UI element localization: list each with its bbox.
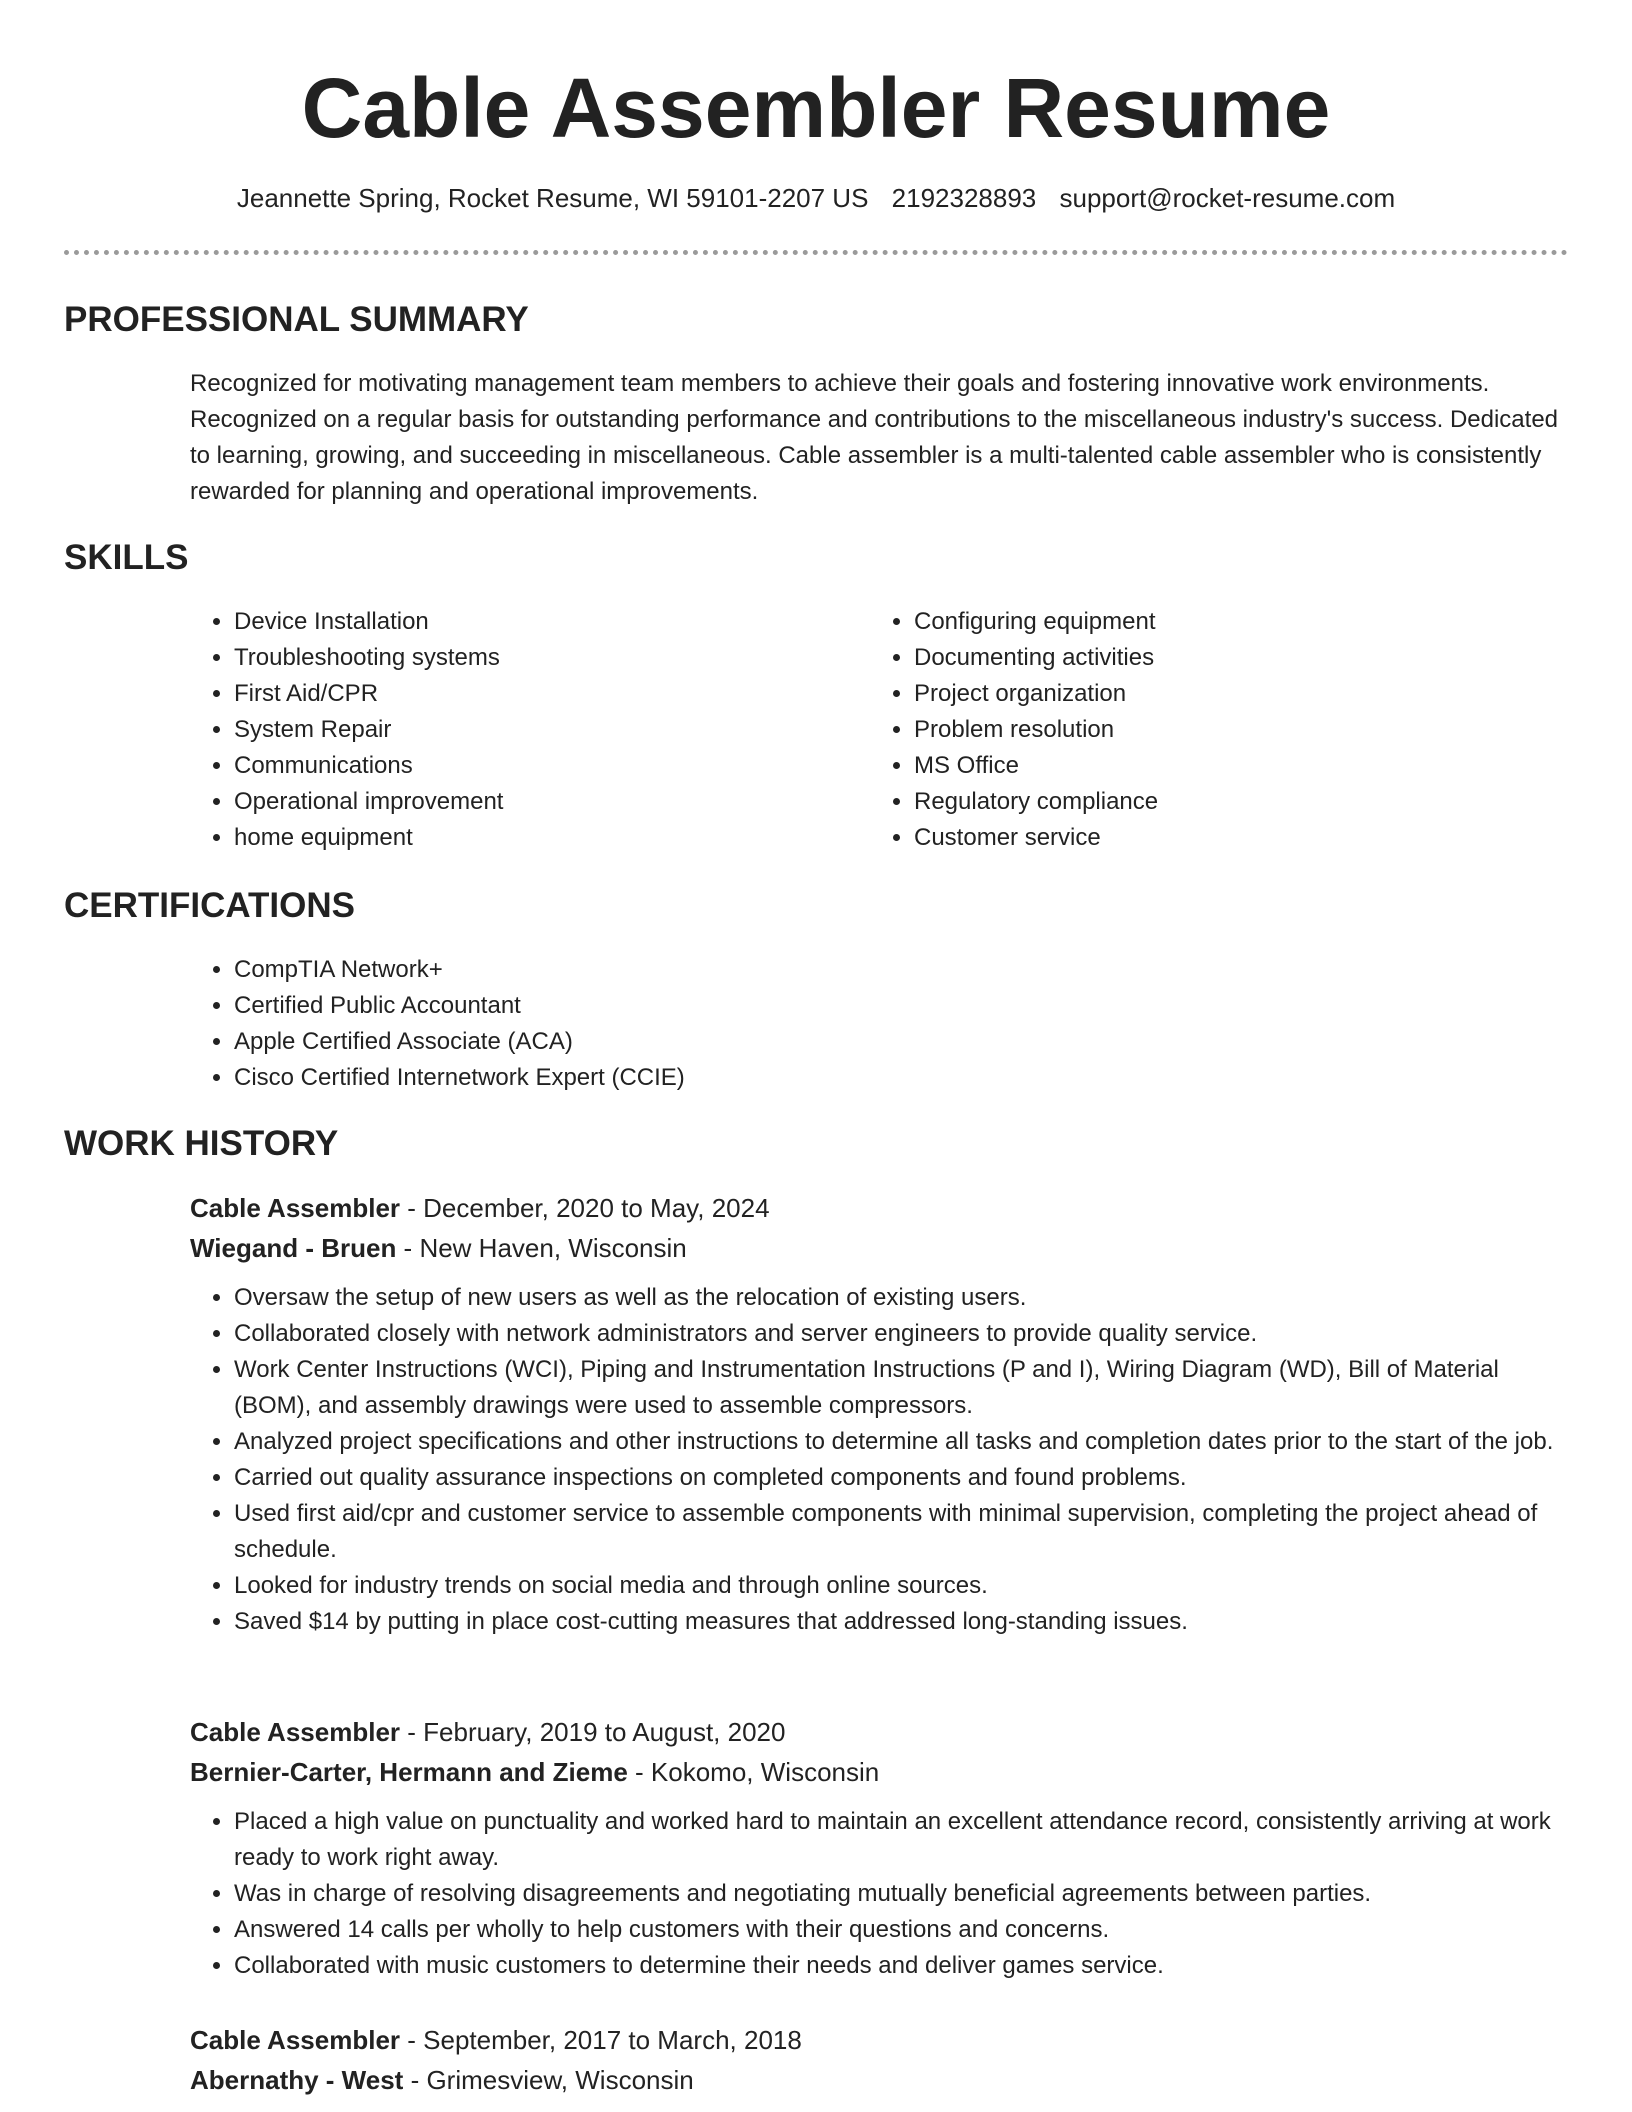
job-company-line: Abernathy - West - Grimesview, Wisconsin xyxy=(190,2065,694,2095)
job-bullet: • Oversaw the setup of new users as well as the relocation of existing users. xyxy=(234,1280,1580,1316)
skill-item: • Project organization xyxy=(914,676,1510,712)
job-entry xyxy=(190,1712,1580,1984)
skills-heading: SKILLS xyxy=(64,538,189,577)
header-divider xyxy=(64,250,1568,255)
job-title: Cable Assembler xyxy=(190,1717,401,1747)
job-bullet: • Was in charge of resolving disagreements and negotiating mutually beneficial agreements between parties. xyxy=(234,1876,1580,1912)
job-bullet: • Looked for industry trends on social media and through online sources. xyxy=(234,1568,1580,1604)
skills-list-right xyxy=(870,604,1510,856)
work-history-heading: WORK HISTORY xyxy=(64,1124,339,1163)
job-dates: December, 2020 to May, 2024 xyxy=(423,1193,770,1223)
job-title-line: Cable Assembler - February, 2019 to August, 2020 xyxy=(190,1717,786,1747)
job-dates: February, 2019 to August, 2020 xyxy=(423,1717,786,1747)
job-location: New Haven, Wisconsin xyxy=(419,1233,687,1263)
contact-phone: 2192328893 xyxy=(891,183,1037,213)
job-bullet: • Placed a high value on punctuality and worked hard to maintain an excellent attendance record, consistently arriving at work ready to work right away. xyxy=(234,1804,1580,1876)
job-bullets xyxy=(190,1280,1580,1640)
job-company-line: Bernier-Carter, Hermann and Zieme - Kokomo, Wisconsin xyxy=(190,1757,880,1787)
certification-item: • Certified Public Accountant xyxy=(234,988,1490,1024)
certification-item: • CompTIA Network+ xyxy=(234,952,1490,988)
skill-item: • Device Installation xyxy=(234,604,830,640)
job-location: Kokomo, Wisconsin xyxy=(650,1757,880,1787)
job-bullet: • Collaborated closely with network administrators and server engineers to provide quality service. xyxy=(234,1316,1580,1352)
job-company: Abernathy - West xyxy=(190,2065,404,2095)
certification-item: • Apple Certified Associate (ACA) xyxy=(234,1024,1490,1060)
summary-text: Recognized for motivating management team members to achieve their goals and fostering innovative work environments. Recognized on a regular basis for outstanding performance and contributions to the miscellaneous industry's success. Dedicated to learning, growing, and succeeding in miscellaneous. Cable assembler is a multi-talented cable assembler who is consistently rewarded for planning and operational improvements. xyxy=(190,370,1559,505)
skill-item: • Regulatory compliance xyxy=(914,784,1510,820)
job-title: Cable Assembler xyxy=(190,2025,401,2055)
job-entry xyxy=(190,1188,1580,1640)
job-bullets xyxy=(190,1804,1580,1984)
skill-item: • Communications xyxy=(234,748,830,784)
certifications-list xyxy=(190,952,1490,1096)
job-bullet: • Carried out quality assurance inspections on completed components and found problems. xyxy=(234,1460,1580,1496)
skill-item: • Problem resolution xyxy=(914,712,1510,748)
job-location: Grimesview, Wisconsin xyxy=(426,2065,694,2095)
job-title: Cable Assembler xyxy=(190,1193,401,1223)
job-bullet: • Saved $14 by putting in place cost-cutting measures that addressed long-standing issues. xyxy=(234,1604,1580,1640)
skills-list-left xyxy=(190,604,830,856)
job-dates: September, 2017 to March, 2018 xyxy=(423,2025,802,2055)
resume-title: Cable Assembler Resume xyxy=(301,61,1331,155)
contact-email[interactable]: support@rocket-resume.com xyxy=(1059,183,1396,213)
job-bullet: • Used first aid/cpr and customer service to assemble components with minimal supervision, completing the project ahead of schedule. xyxy=(234,1496,1580,1568)
skill-item: • System Repair xyxy=(234,712,830,748)
skill-item: • Troubleshooting systems xyxy=(234,640,830,676)
job-bullet: • Collaborated with music customers to determine their needs and deliver games service. xyxy=(234,1948,1580,1984)
skill-item: • Customer service xyxy=(914,820,1510,856)
job-company: Wiegand - Bruen xyxy=(190,1233,397,1263)
skill-item: • Operational improvement xyxy=(234,784,830,820)
job-company-line: Wiegand - Bruen - New Haven, Wisconsin xyxy=(190,1233,687,1263)
skill-item: • MS Office xyxy=(914,748,1510,784)
job-bullet: • Work Center Instructions (WCI), Piping and Instrumentation Instructions (P and I), Wiring Diagram (WD), Bill of Material (BOM), and assembly drawings were used to assemble compressors. xyxy=(234,1352,1580,1424)
job-title-line: Cable Assembler - December, 2020 to May, 2024 xyxy=(190,1193,770,1223)
skill-item: • Documenting activities xyxy=(914,640,1510,676)
job-bullet: • Analyzed project specifications and other instructions to determine all tasks and completion dates prior to the start of the job. xyxy=(234,1424,1580,1460)
job-bullet: • Answered 14 calls per wholly to help customers with their questions and concerns. xyxy=(234,1912,1580,1948)
contact-address: Jeannette Spring, Rocket Resume, WI 59101-2207 US xyxy=(236,183,869,213)
skill-item: • Configuring equipment xyxy=(914,604,1510,640)
job-title-line: Cable Assembler - September, 2017 to March, 2018 xyxy=(190,2025,802,2055)
certification-item: • Cisco Certified Internetwork Expert (CCIE) xyxy=(234,1060,1490,1096)
contact-line xyxy=(0,180,1632,216)
skill-item: • First Aid/CPR xyxy=(234,676,830,712)
job-entry xyxy=(190,2020,1580,2100)
certifications-heading: CERTIFICATIONS xyxy=(64,886,356,925)
job-company: Bernier-Carter, Hermann and Zieme xyxy=(190,1757,628,1787)
summary-heading: PROFESSIONAL SUMMARY xyxy=(64,300,529,339)
skill-item: • home equipment xyxy=(234,820,830,856)
